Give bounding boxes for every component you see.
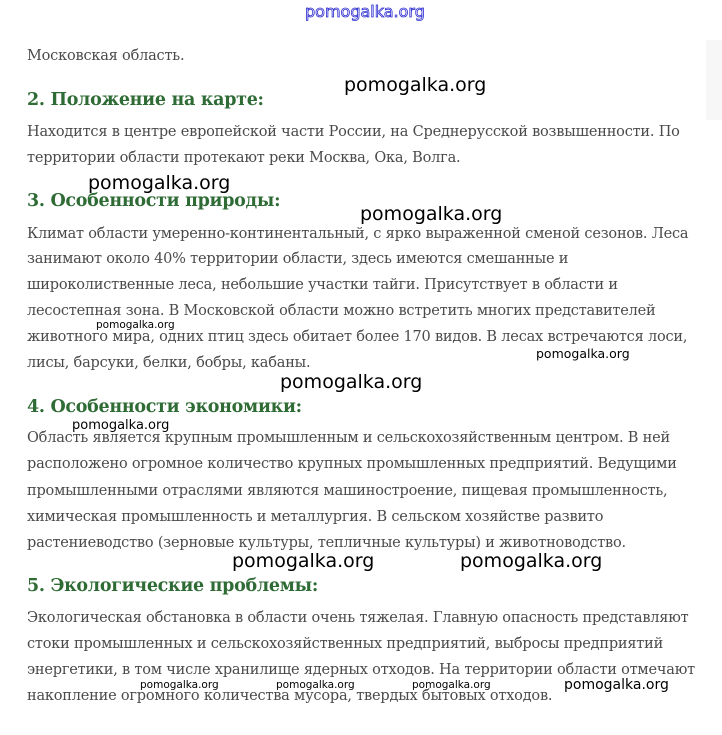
paragraph-line: Экологическая обстановка в области очень тяжелая. Главную опасность представляют [27, 610, 689, 626]
watermark: pomogalka.org [276, 679, 355, 691]
paragraph-line: животного мира, одних птиц здесь обитает более 170 видов. В лесах встречаются лоси, [27, 329, 688, 345]
watermark-top: pomogalka.org [305, 2, 425, 21]
paragraph-line: занимают около 40% территории области, здесь имеются смешанные и [27, 251, 569, 267]
heading-economy: 4. Особенности экономики: [27, 397, 302, 417]
paragraph-line: накопление огромного количества мусора, твердых бытовых отходов. [27, 688, 553, 704]
heading-nature: 3. Особенности природы: [27, 191, 281, 211]
paragraph-line: территории области протекают реки Москва, Ока, Волга. [27, 150, 461, 166]
paragraph-line: стоки промышленных и сельскохозяйственных предприятий, выбросы предприятий [27, 636, 664, 652]
watermark: pomogalka.org [140, 679, 219, 691]
sidebar-edge [706, 40, 722, 120]
watermark: pomogalka.org [280, 371, 423, 393]
watermark: pomogalka.org [412, 679, 491, 691]
watermark: pomogalka.org [72, 418, 170, 433]
paragraph-line: химическая промышленность и металлургия. В сельском хозяйстве развито [27, 509, 604, 525]
paragraph-line: Область является крупным промышленным и сельскохозяйственным центром. В ней [27, 430, 670, 446]
paragraph-line: растениеводство (зерновые культуры, тепличные культуры) и животноводство. [27, 535, 626, 551]
intro-text: Московская область. [27, 48, 185, 64]
paragraph-line: Находится в центре европейской части России, на Среднерусской возвышенности. По [27, 124, 680, 140]
paragraph-line: широколиственные леса, небольшие участки тайги. Присутствует в области и [27, 277, 618, 293]
watermark: pomogalka.org [564, 677, 669, 693]
paragraph-line: Климат области умеренно-континентальный, с ярко выраженной сменой сезонов. Леса [27, 226, 689, 242]
paragraph-line: лисы, барсуки, белки, бобры, кабаны. [27, 355, 311, 371]
paragraph-line: лесостепная зона. В Московской области можно встретить многих представителей [27, 303, 656, 319]
paragraph-line: расположено огромное количество крупных промышленных предприятий. Ведущими [27, 456, 677, 472]
watermark: pomogalka.org [344, 74, 487, 96]
heading-location: 2. Положение на карте: [27, 90, 264, 110]
watermark: pomogalka.org [360, 203, 503, 225]
watermark: pomogalka.org [88, 172, 231, 194]
paragraph-line: энергетики, в том числе хранилище ядерных отходов. На территории области отмечают [27, 662, 695, 678]
watermark: pomogalka.org [536, 346, 630, 361]
paragraph-line: промышленными отраслями являются машиностроение, пищевая промышленность, [27, 483, 668, 499]
watermark: pomogalka.org [96, 319, 175, 331]
heading-ecology: 5. Экологические проблемы: [27, 576, 319, 596]
watermark: pomogalka.org [232, 550, 375, 572]
watermark: pomogalka.org [460, 550, 603, 572]
